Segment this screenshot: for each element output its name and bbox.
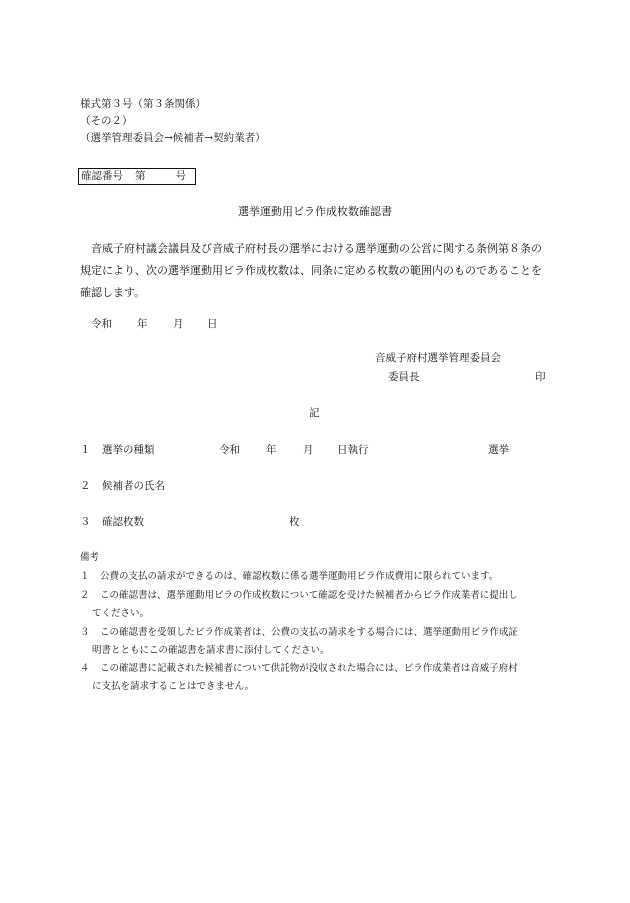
item-1-label: 選挙の種類	[102, 444, 155, 456]
item-1-era: 令和	[219, 444, 240, 456]
document-title: 選挙運動用ビラ作成枚数確認書	[238, 205, 392, 218]
body-paragraph: 音威子府村議会議員及び音威子府村長の選挙における選挙運動の公営に関する条例第８条の規定により、次の選挙運動用ビラ作成枚数は、同条に定める枚数の範囲内のものであることを確認します。	[80, 242, 542, 299]
note-4-line-2: に支払を請求することはできません。	[92, 681, 255, 692]
issuer-org: 音威子府村選挙管理委員会	[375, 352, 501, 364]
note-3-line-1: この確認書を受領したビラ作成業者は、公費の支払の請求をする場合には、選挙運動用ビラ作成証	[100, 627, 519, 638]
date-era: 令和	[91, 318, 112, 330]
note-4	[80, 660, 552, 696]
note-1-num: １	[80, 571, 90, 582]
ki-heading: 記	[309, 407, 320, 419]
note-3	[80, 624, 552, 660]
note-2-line-2: てください。	[92, 608, 150, 619]
item-1-held: 日執行	[337, 444, 369, 456]
note-4-num: ４	[80, 663, 90, 674]
item-1-month: 月	[303, 444, 314, 456]
issuer-seal: 印	[535, 371, 546, 383]
form-flow: （選挙管理委員会→候補者→契約業者）	[80, 132, 266, 144]
confirmation-number-box	[78, 168, 196, 185]
item-1-suffix: 選挙	[488, 444, 509, 456]
note-3-line-2: 明書とともにこの確認書を請求書に添付してください。	[92, 645, 330, 656]
confirm-dai: 第	[135, 170, 146, 182]
note-4-line-1: この確認書に記載された候補者について供託物が没収された場合には、ビラ作成業者は音威子府村	[100, 663, 518, 674]
form-number: 様式第３号（第３条関係）	[80, 98, 206, 110]
confirm-label: 確認番号	[81, 170, 123, 182]
item-3-unit: 枚	[289, 516, 300, 528]
note-1	[80, 568, 552, 586]
item-1-num: １	[80, 444, 91, 456]
note-2-line-1: この確認書は、選挙運動用ビラの作成枚数について確認を受けた候補者からビラ作成業者に提出し	[100, 590, 518, 601]
issuer-role: 委員長	[388, 371, 420, 383]
item-2-label: 候補者の氏名	[102, 480, 165, 492]
note-1-line-1: 公費の支払の請求ができるのは、確認枚数に係る選挙運動用ビラ作成費用に限られています。	[100, 571, 499, 582]
item-3-label: 確認枚数	[102, 516, 144, 528]
item-1-year: 年	[266, 444, 277, 456]
item-3-num: ３	[80, 516, 91, 528]
item-2-num: ２	[80, 480, 91, 492]
note-2-num: ２	[80, 590, 90, 601]
notes-title: 備考	[80, 552, 100, 563]
note-2	[80, 587, 552, 623]
form-variant: （その２）	[80, 115, 133, 127]
confirm-go: 号	[175, 170, 186, 182]
date-month: 月	[173, 318, 184, 330]
note-3-num: ３	[80, 627, 90, 638]
date-day: 日	[207, 318, 218, 330]
date-year: 年	[137, 318, 148, 330]
